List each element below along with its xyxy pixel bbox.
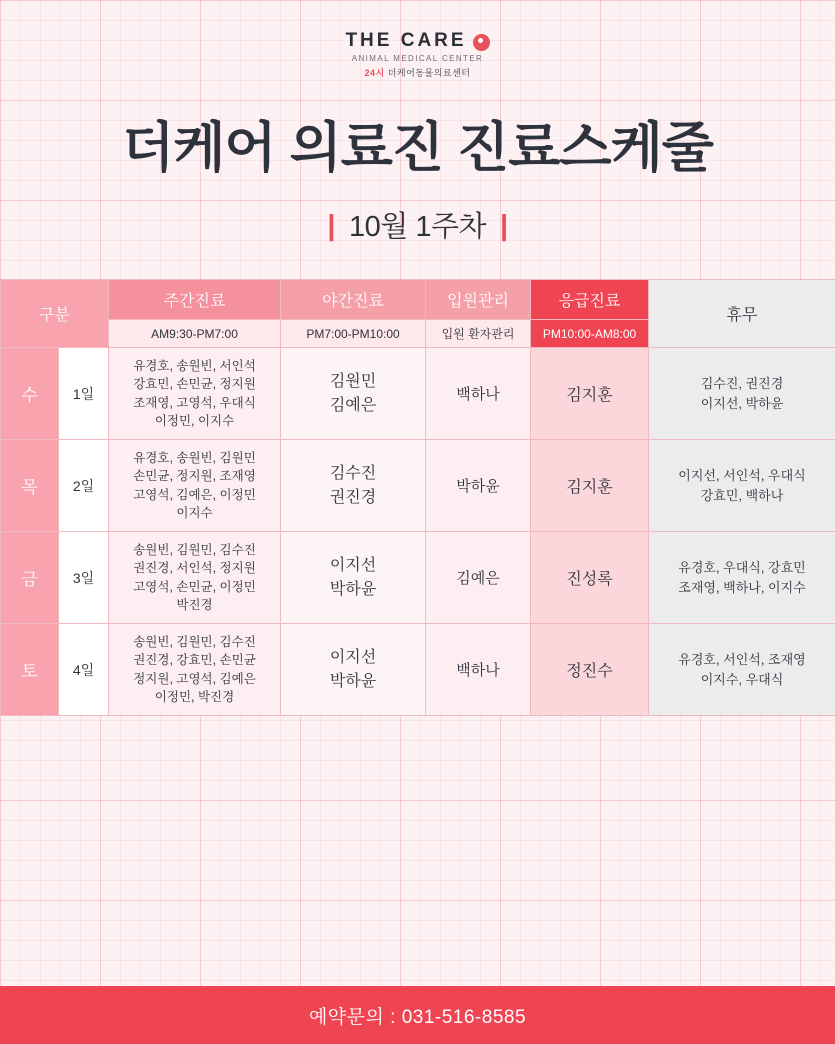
cell-date: 1일 [59,348,109,440]
page-subtitle [0,204,835,245]
table-row [1,532,835,624]
cell-day-care: 유경호, 송원빈, 김원민 손민균, 정지원, 조재영 고영석, 김예은, 이정민 이지수 [109,440,281,532]
table-row [1,440,835,532]
schedule-table-wrapper [0,279,835,716]
cell-off: 김수진, 권진경 이지선, 박하윤 [649,348,835,440]
header-emergency: 응급진료 [531,280,649,320]
cell-day-care: 송원빈, 김원민, 김수진 권진경, 서인석, 정지원 고영석, 손민균, 이정민 박진경 [109,532,281,624]
clinic-logo [0,0,835,79]
cell-weekday: 수 [1,348,59,440]
cell-date: 3일 [59,532,109,624]
page-title: 더케어 의료진 진료스케줄 [122,118,713,178]
logo-tagline: ANIMAL MEDICAL CENTER [351,54,484,63]
cell-date: 4일 [59,624,109,716]
subheader-inpatient: 입원 환자관리 [426,320,531,348]
header-night-care: 야간진료 [281,280,426,320]
cell-off: 이지선, 서인석, 우대식 강효민, 백하나 [649,440,835,532]
logo-brand-text: THE CARE [345,30,467,51]
subtitle-left-bar: | [327,210,335,242]
footer-contact: 예약문의 : 031-516-8585 [308,1006,527,1028]
header-inpatient: 입원관리 [426,280,531,320]
cell-emergency: 정진수 [531,624,649,716]
header-off: 휴무 [649,280,835,348]
schedule-table-body [1,348,835,716]
cell-night-care: 이지선 박하윤 [281,532,426,624]
cell-night-care: 이지선 박하윤 [281,624,426,716]
paw-circle-icon [473,34,490,51]
subtitle-right-bar: | [500,210,508,242]
cell-weekday: 목 [1,440,59,532]
cell-emergency: 김지훈 [531,348,649,440]
cell-night-care: 김수진 권진경 [281,440,426,532]
cell-inpatient: 백하나 [426,624,531,716]
subheader-day-care: AM9:30-PM7:00 [109,320,281,348]
cell-date: 2일 [59,440,109,532]
cell-emergency: 김지훈 [531,440,649,532]
cell-day-care: 송원빈, 김원민, 김수진 권진경, 강효민, 손민균 정지원, 고영석, 김예은 이정민, 박진경 [109,624,281,716]
cell-emergency: 진성록 [531,532,649,624]
table-header-row-main [1,280,835,320]
header-day-care: 주간진료 [109,280,281,320]
footer-bar [0,986,835,1044]
cell-off: 유경호, 우대식, 강효민 조재영, 백하나, 이지수 [649,532,835,624]
cell-inpatient: 백하나 [426,348,531,440]
subheader-night-care: PM7:00-PM10:00 [281,320,426,348]
cell-off: 유경호, 서인석, 조재영 이지수, 우대식 [649,624,835,716]
cell-weekday: 토 [1,624,59,716]
table-row [1,348,835,440]
cell-weekday: 금 [1,532,59,624]
header-gubun: 구분 [1,280,109,348]
cell-inpatient: 박하윤 [426,440,531,532]
logo-center-row [0,66,835,79]
subheader-emergency: PM10:00-AM8:00 [531,320,649,348]
cell-day-care: 유경호, 송원빈, 서인석 강효민, 손민균, 정지원 조재영, 고영석, 우대식 이정민, 이지수 [109,348,281,440]
logo-brand-row [345,30,489,52]
schedule-table [0,279,835,716]
cell-inpatient: 김예은 [426,532,531,624]
table-row [1,624,835,716]
subtitle-text: 10월 1주차 [349,211,486,243]
logo-center-name: 더케어동물의료센터 [387,68,471,78]
cell-night-care: 김원민 김예은 [281,348,426,440]
logo-24h-badge: 24시 [364,68,385,78]
